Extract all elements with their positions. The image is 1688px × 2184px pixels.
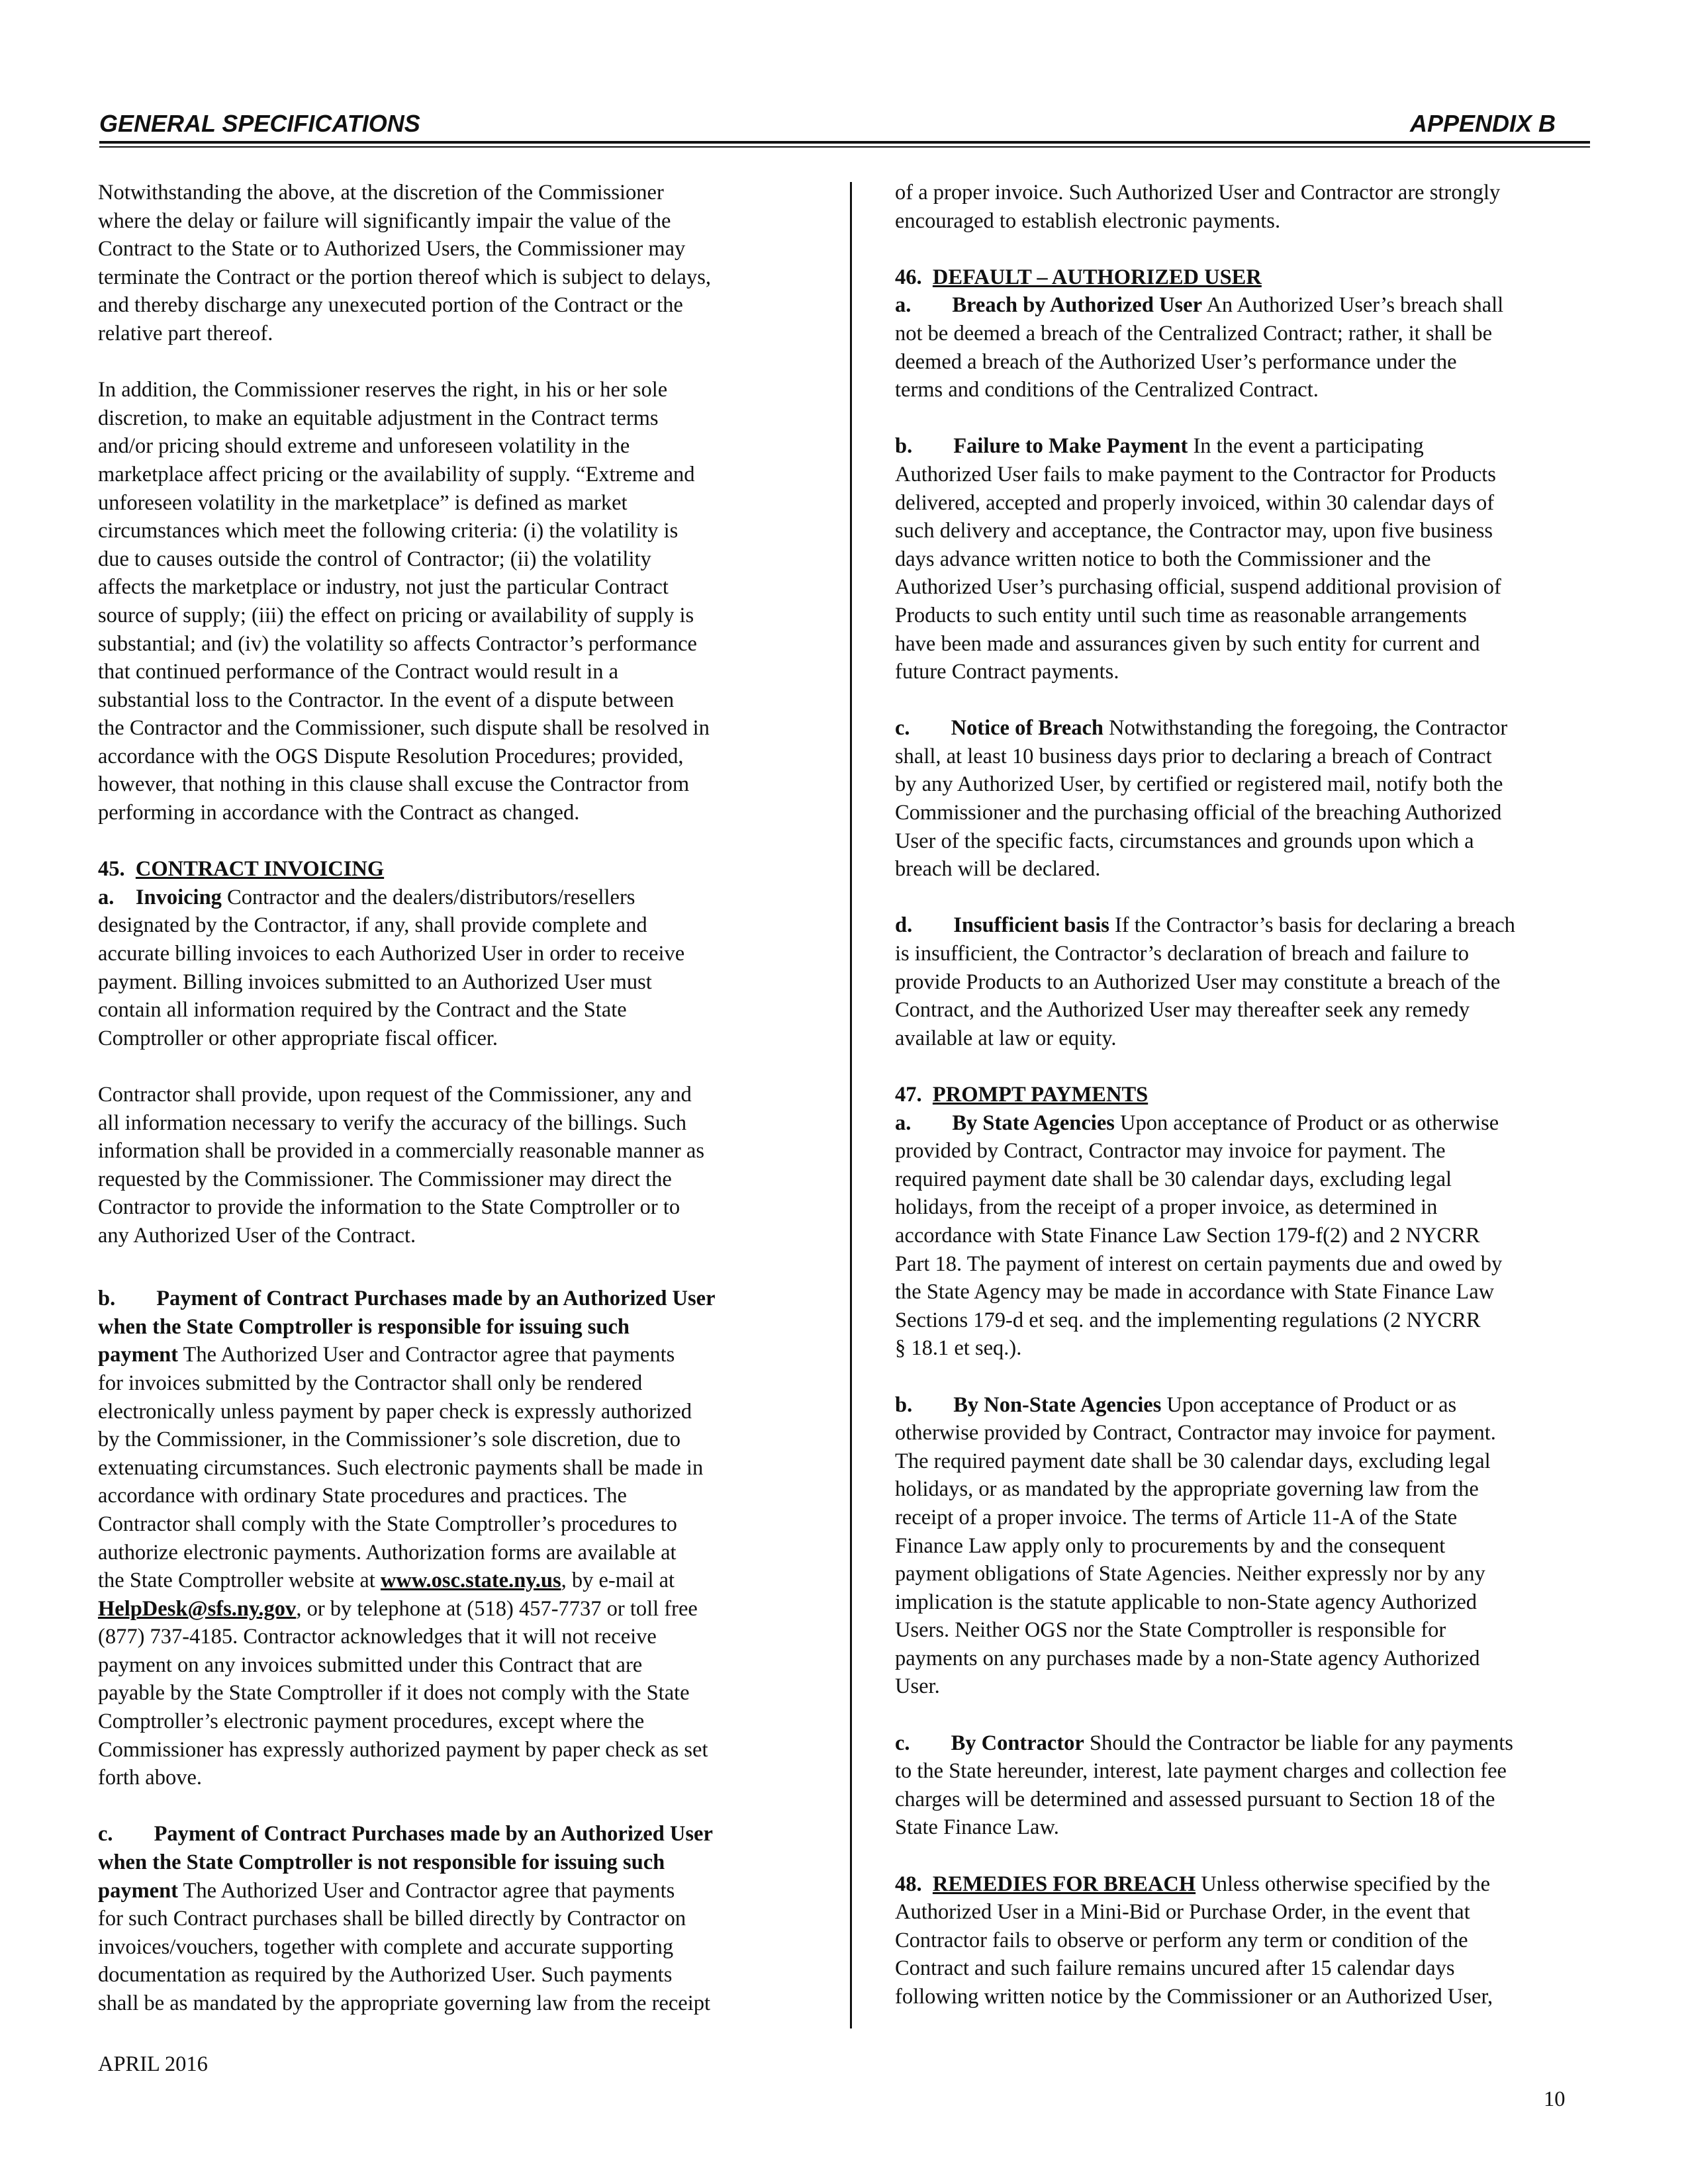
text-line: all information necessary to verify the accuracy of the billings. Such — [98, 1111, 686, 1135]
text-line: is insufficient, the Contractor’s declaration of breach and failure to — [895, 942, 1469, 966]
item-label: b. — [98, 1287, 116, 1311]
helpdesk-email-link[interactable]: HelpDesk@sfs.ny.gov — [98, 1596, 297, 1621]
section-46a — [895, 291, 1603, 404]
text-line: State Finance Law. — [895, 1815, 1059, 1840]
text-span: Unless otherwise specified by the — [1196, 1872, 1491, 1896]
text-line: payment on any invoices submitted under this Contract that are — [98, 1653, 643, 1677]
text-span: The Authorized User and Contractor agree that payments — [177, 1343, 675, 1367]
text-line: substantial; and (iv) the volatility so affects Contractor’s performance — [98, 631, 697, 656]
text-span: Should the Contractor be liable for any payments — [1084, 1731, 1513, 1755]
text-line: the Contractor and the Commissioner, such dispute shall be resolved in — [98, 716, 710, 741]
text-line: discretion, to make an equitable adjustment in the Contract terms — [98, 406, 659, 430]
section-47b — [895, 1391, 1603, 1702]
text-span: The Authorized User and Contractor agree that payments — [177, 1878, 675, 1903]
text-line: of a proper invoice. Such Authorized User and Contractor are strongly — [895, 181, 1501, 205]
text-line: User of the specific facts, circumstances and grounds upon which a — [895, 829, 1474, 853]
text-line: breach will be declared. — [895, 857, 1101, 882]
paragraph-volatility — [98, 376, 816, 827]
text-line: substantial loss to the Contractor. In the event of a dispute between — [98, 688, 675, 712]
text-line: Users. Neither OGS nor the State Comptroller is responsible for — [895, 1618, 1446, 1643]
right-column — [895, 179, 1603, 2011]
header-appendix: APPENDIX B — [1409, 110, 1556, 137]
text-line: and/or pricing should extreme and unforeseen volatility in the — [98, 434, 630, 459]
text-span: Upon acceptance of Product or as otherwise — [1114, 1111, 1499, 1135]
text-line: future Contract payments. — [895, 660, 1119, 684]
text-line: authorize electronic payments. Authorization forms are available at — [98, 1540, 677, 1565]
text-line: terms and conditions of the Centralized Contract. — [895, 378, 1319, 402]
text-line: Contractor shall provide, upon request of the Commissioner, any and — [98, 1083, 692, 1107]
text-line: contain all information required by the Contract and the State — [98, 998, 627, 1023]
item-label: a. — [98, 885, 115, 909]
item-label: a. — [895, 293, 912, 318]
text-line: The required payment date shall be 30 calendar days, excluding legal — [895, 1449, 1491, 1473]
text-line: by any Authorized User, by certified or registered mail, notify both the — [895, 772, 1503, 797]
item-title: By State Agencies — [952, 1111, 1115, 1135]
section-48 — [895, 1870, 1603, 2011]
text-line: holidays, or as mandated by the appropriate governing law from the — [895, 1477, 1479, 1502]
section-45-heading — [98, 855, 816, 884]
page-number: 10 — [1544, 2087, 1566, 2111]
item-label: d. — [895, 913, 913, 938]
text-line: Products to such entity until such time as reasonable arrangements — [895, 603, 1467, 627]
section-47c — [895, 1729, 1603, 1842]
text-line: Contract, and the Authorized User may thereafter seek any remedy — [895, 998, 1470, 1023]
item-label: c. — [98, 1822, 113, 1846]
text-line: charges will be determined and assessed pursuant to Section 18 of the — [895, 1787, 1495, 1811]
text-line: payable by the State Comptroller if it does not comply with the State — [98, 1681, 690, 1706]
item-title: By Non-State Agencies — [953, 1392, 1162, 1417]
text-line: encouraged to establish electronic payments. — [895, 208, 1281, 233]
item-title-line: when the State Comptroller is not responsible for issuing such — [98, 1850, 665, 1875]
text-line: relative part thereof. — [98, 321, 273, 345]
text-span: An Authorized User’s breach shall — [1202, 293, 1504, 318]
item-title: Payment of Contract Purchases made by an Authorized User — [156, 1287, 716, 1311]
section-title: PROMPT PAYMENTS — [932, 1083, 1149, 1107]
item-title: Notice of Breach — [951, 716, 1103, 741]
text-line: due to causes outside the control of Contractor; (ii) the volatility — [98, 547, 651, 571]
text-line: Authorized User fails to make payment to the Contractor for Products — [895, 462, 1496, 486]
section-46-heading — [895, 263, 1603, 292]
text-span: If the Contractor’s basis for declaring a breach — [1109, 913, 1515, 938]
page-header — [99, 108, 1556, 140]
text-line: where the delay or failure will significantly impair the value of the — [98, 208, 671, 233]
text-line: performing in accordance with the Contract as changed. — [98, 801, 580, 825]
text-line: Contractor to provide the information to the State Comptroller or to — [98, 1195, 680, 1220]
text-line: accordance with the OGS Dispute Resolution Procedures; provided, — [98, 744, 684, 768]
text-line: provided by Contract, Contractor may invoice for payment. The — [895, 1139, 1446, 1163]
text-line: User. — [895, 1674, 940, 1699]
section-number: 48. — [895, 1872, 922, 1896]
text-line: receipt of a proper invoice. The terms of Article 11-A of the State — [895, 1505, 1458, 1529]
section-46b — [895, 432, 1603, 686]
text-span: Upon acceptance of Product or as — [1161, 1392, 1457, 1417]
text-line: delivered, accepted and properly invoiced, within 30 calendar days of — [895, 490, 1495, 515]
text-line: source of supply; (iii) the effect on pricing or availability of supply is — [98, 603, 694, 627]
text-line: electronically unless payment by paper check is expressly authorized — [98, 1399, 692, 1424]
text-line: however, that nothing in this clause shall excuse the Contractor from — [98, 772, 690, 797]
text-line: affects the marketplace or industry, not just the particular Contract — [98, 575, 669, 600]
text-line: Contract to the State or to Authorized Users, the Commissioner may — [98, 237, 686, 261]
item-label: c. — [895, 716, 910, 741]
text-line: Comptroller or other appropriate fiscal officer. — [98, 1026, 498, 1050]
text-line: days advance written notice to both the Commissioner and the — [895, 547, 1431, 571]
text-line: payment obligations of State Agencies. Neither expressly nor by any — [895, 1562, 1485, 1586]
section-title: CONTRACT INVOICING — [135, 857, 385, 882]
text-line: deemed a breach of the Authorized User’s performance under the — [895, 349, 1457, 374]
text-line: forth above. — [98, 1766, 203, 1790]
item-title: Failure to Make Payment — [953, 434, 1188, 459]
text-line: Contractor shall comply with the State Comptroller’s procedures to — [98, 1512, 677, 1536]
item-label: b. — [895, 434, 913, 459]
text-line: In addition, the Commissioner reserves the right, in his or her sole — [98, 378, 668, 402]
text-line: Part 18. The payment of interest on certain payments due and owed by — [895, 1251, 1503, 1276]
text-line: the State Agency may be made in accordance with State Finance Law — [895, 1280, 1495, 1304]
text-line: extenuating circumstances. Such electronic payments shall be made in — [98, 1455, 704, 1480]
text-line: holidays, from the receipt of a proper invoice, as determined in — [895, 1195, 1438, 1220]
paragraph-delay — [98, 179, 816, 348]
text-line: accordance with State Finance Law Section 179-f(2) and 2 NYCRR — [895, 1223, 1480, 1248]
text-line: § 18.1 et seq.). — [895, 1336, 1022, 1361]
footer-date: APRIL 2016 — [98, 2052, 208, 2076]
section-45c — [98, 1820, 816, 2017]
text-line: (877) 737-4185. Contractor acknowledges that it will not receive — [98, 1625, 657, 1649]
text-line: such delivery and acceptance, the Contractor may, upon five business — [895, 519, 1493, 543]
text-line: and thereby discharge any unexecuted portion of the Contract or the — [98, 293, 683, 318]
left-column — [98, 179, 816, 2018]
text-line: otherwise provided by Contract, Contractor may invoice for payment. — [895, 1421, 1496, 1445]
comptroller-website-link[interactable]: www.osc.state.ny.us — [380, 1569, 561, 1593]
text-span: Contractor and the dealers/distributors/resellers — [221, 885, 635, 909]
section-number: 47. — [895, 1083, 922, 1107]
section-46c — [895, 714, 1603, 884]
text-line: Sections 179-d et seq. and the implementing regulations (2 NYCRR — [895, 1308, 1481, 1332]
text-line: marketplace affect pricing or the availability of supply. “Extreme and — [98, 462, 695, 486]
text-span: , or by telephone at (518) 457-7737 or toll free — [296, 1596, 698, 1621]
text-line: Authorized User’s purchasing official, suspend additional provision of — [895, 575, 1501, 600]
text-line: payments on any purchases made by a non-State agency Authorized — [895, 1646, 1480, 1670]
text-line: designated by the Contractor, if any, shall provide complete and — [98, 913, 647, 938]
text-line: not be deemed a breach of the Centralized Contract; rather, it shall be — [895, 321, 1493, 345]
section-46d — [895, 911, 1603, 1052]
column-divider — [850, 182, 852, 2028]
item-label: b. — [895, 1392, 913, 1417]
text-line: shall be as mandated by the appropriate governing law from the receipt — [98, 1991, 711, 2015]
text-line: requested by the Commissioner. The Commissioner may direct the — [98, 1167, 672, 1191]
item-title: Breach by Authorized User — [952, 293, 1203, 318]
text-line: following written notice by the Commissioner or an Authorized User, — [895, 1985, 1493, 2009]
paragraph-billing-info — [98, 1081, 816, 1250]
text-line: accordance with ordinary State procedures and practices. The — [98, 1484, 627, 1508]
text-line: any Authorized User of the Contract. — [98, 1223, 416, 1248]
text-line: Commissioner and the purchasing official of the breaching Authorized — [895, 801, 1502, 825]
text-line: Finance Law apply only to procurements by and the consequent — [895, 1533, 1446, 1558]
section-47-heading — [895, 1081, 1603, 1109]
text-line: have been made and assurances given by such entity for current and — [895, 631, 1480, 656]
section-title: REMEDIES FOR BREACH — [932, 1872, 1196, 1896]
text-line: invoices/vouchers, together with complete and accurate supporting — [98, 1934, 674, 1959]
text-line: Authorized User in a Mini-Bid or Purchase Order, in the event that — [895, 1900, 1470, 1925]
text-span: In the event a participating — [1188, 434, 1424, 459]
text-line: that continued performance of the Contract would result in a — [98, 660, 619, 684]
text-line: implication is the statute applicable to non-State agency Authorized — [895, 1590, 1477, 1614]
item-title: Insufficient basis — [953, 913, 1109, 938]
text-line: Comptroller’s electronic payment procedures, except where the — [98, 1709, 645, 1734]
header-title: GENERAL SPECIFICATIONS — [99, 110, 420, 137]
header-rule-thick — [99, 141, 1590, 144]
text-line: to the State hereunder, interest, late payment charges and collection fee — [895, 1759, 1507, 1784]
item-label: a. — [895, 1111, 912, 1135]
text-line: shall, at least 10 business days prior to declaring a breach of Contract — [895, 744, 1492, 768]
section-number: 45. — [98, 857, 125, 882]
text-line: Contract and such failure remains uncured after 15 calendar days — [895, 1956, 1455, 1981]
text-line: information shall be provided in a commercially reasonable manner as — [98, 1139, 704, 1163]
text-line: for invoices submitted by the Contractor shall only be rendered — [98, 1371, 643, 1395]
text-line: by the Commissioner, in the Commissioner’s sole discretion, due to — [98, 1428, 681, 1452]
text-line: accurate billing invoices to each Authorized User in order to receive — [98, 942, 685, 966]
text-span: the State Comptroller website at — [98, 1569, 381, 1593]
text-line: Commissioner has expressly authorized payment by paper check as set — [98, 1737, 708, 1762]
text-line: Contractor fails to observe or perform any term or condition of the — [895, 1928, 1468, 1952]
text-line: documentation as required by the Authorized User. Such payments — [98, 1963, 673, 1987]
text-line: unforeseen volatility in the marketplace” is defined as market — [98, 490, 628, 515]
section-number: 46. — [895, 265, 922, 289]
section-45b — [98, 1285, 816, 1792]
item-title-line: when the State Comptroller is responsible for issuing such — [98, 1314, 630, 1339]
text-line: provide Products to an Authorized User may constitute a breach of the — [895, 970, 1501, 994]
text-span: , by e-mail at — [561, 1569, 675, 1593]
section-title: DEFAULT – AUTHORIZED USER — [932, 265, 1262, 289]
paragraph-continued — [895, 179, 1603, 235]
item-title: By Contractor — [951, 1731, 1084, 1755]
item-title: payment — [98, 1878, 178, 1903]
text-line: circumstances which meet the following criteria: (i) the volatility is — [98, 519, 679, 543]
text-line: Notwithstanding the above, at the discretion of the Commissioner — [98, 181, 664, 205]
text-line: required payment date shall be 30 calendar days, excluding legal — [895, 1167, 1452, 1191]
text-line: terminate the Contract or the portion thereof which is subject to delays, — [98, 265, 711, 289]
text-line: for such Contract purchases shall be billed directly by Contractor on — [98, 1907, 686, 1931]
item-title: Payment of Contract Purchases made by an Authorized User — [154, 1822, 713, 1846]
item-label: c. — [895, 1731, 910, 1755]
text-line: payment. Billing invoices submitted to an Authorized User must — [98, 970, 652, 994]
section-45a — [98, 884, 816, 1053]
section-47a — [895, 1109, 1603, 1363]
header-rule-thin — [99, 146, 1590, 148]
text-span: Notwithstanding the foregoing, the Contractor — [1103, 716, 1508, 741]
item-title: payment — [98, 1343, 178, 1367]
item-title: Invoicing — [135, 885, 222, 909]
text-line: available at law or equity. — [895, 1026, 1117, 1050]
